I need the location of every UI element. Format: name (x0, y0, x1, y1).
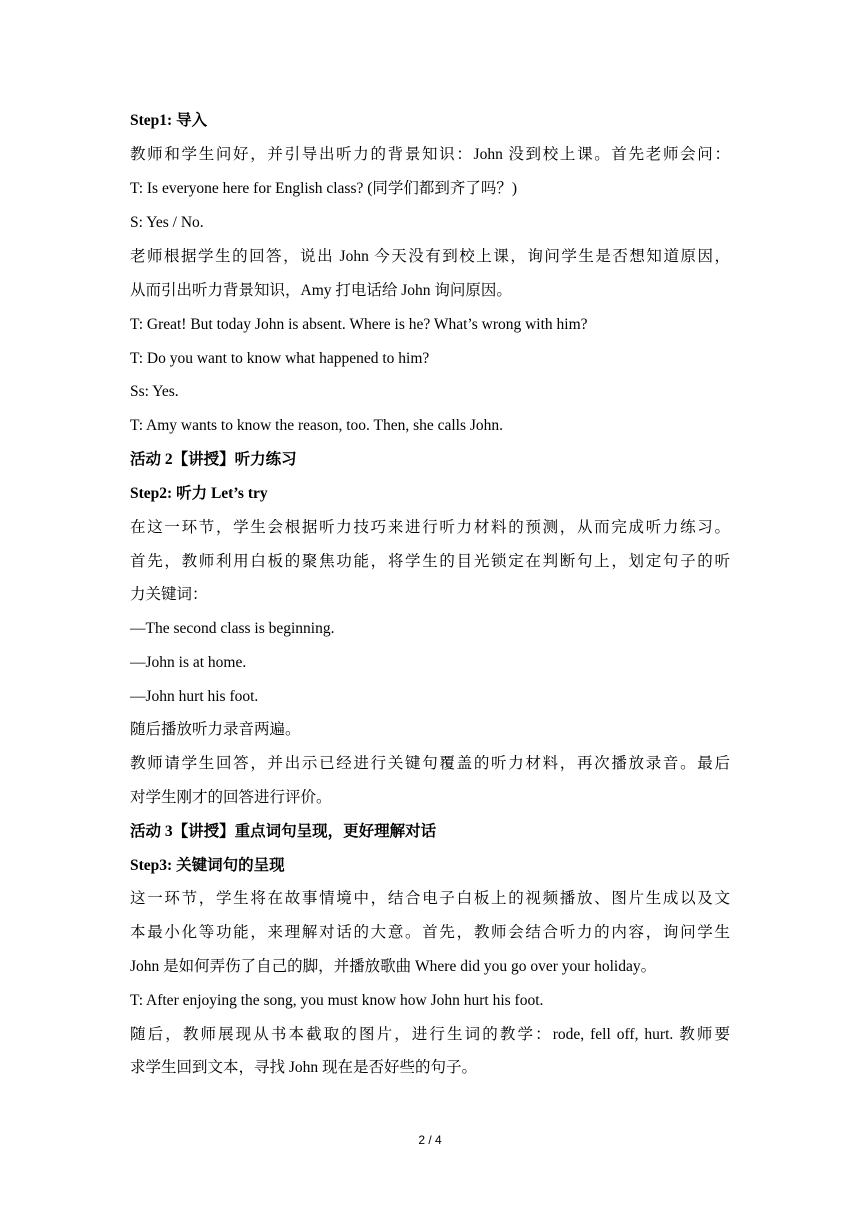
dialogue-line: T: Amy wants to know the reason, too. Then, she calls John. (130, 417, 504, 434)
statement-item: —John is at home. (130, 654, 247, 671)
activity-2-heading: 活动 2【讲授】听力练习 (130, 451, 297, 468)
dialogue-line: T: Is everyone here for English class? (同学们都到齐了吗？) (130, 180, 518, 197)
statement-item: —The second class is beginning. (130, 620, 335, 637)
paragraph-line: 从而引出听力背景知识，Amy 打电话给 John 询问原因。 (130, 282, 512, 299)
step2-heading: Step2: 听力 Let’s try (130, 485, 268, 502)
step3-heading: Step3: 关键词句的呈现 (130, 857, 285, 874)
paragraph-line: 力关键词： (130, 586, 208, 603)
paragraph-line: 求学生回到文本，寻找 John 现在是否好些的句子。 (130, 1059, 478, 1076)
paragraph-line: 本最小化等功能，来理解对话的大意。首先，教师会结合听力的内容，询问学生 (130, 924, 730, 941)
paragraph-line: 老师根据学生的回答，说出 John 今天没有到校上课，询问学生是否想知道原因， (130, 248, 730, 265)
paragraph-line: 教师请学生回答，并出示已经进行关键句覆盖的听力材料，再次播放录音。最后 (130, 755, 730, 772)
statement-item: —John hurt his foot. (130, 688, 259, 705)
paragraph-line: John 是如何弄伤了自己的脚，并播放歌曲 Where did you go over your holiday。 (130, 958, 657, 975)
dialogue-line: T: Do you want to know what happened to him? (130, 350, 430, 367)
dialogue-line: T: Great! But today John is absent. Where is he? What’s wrong with him? (130, 316, 588, 333)
activity-3-heading: 活动 3【讲授】重点词句呈现，更好理解对话 (130, 823, 437, 840)
dialogue-line: T: After enjoying the song, you must know how John hurt his foot. (130, 992, 544, 1009)
step1-heading: Step1: 导入 (130, 112, 208, 129)
paragraph-line: 教师和学生问好，并引导出听力的背景知识：John 没到校上课。首先老师会问： (130, 146, 730, 163)
paragraph-line: 这一环节，学生将在故事情境中，结合电子白板上的视频播放、图片生成以及文 (130, 890, 730, 907)
paragraph-line: 随后，教师展现从书本截取的图片，进行生词的教学：rode, fell off, hurt. 教师要 (130, 1026, 730, 1043)
page-number: 2 / 4 (418, 1133, 442, 1147)
paragraph-line: 在这一环节，学生会根据听力技巧来进行听力材料的预测，从而完成听力练习。 (130, 519, 730, 536)
dialogue-line: S: Yes / No. (130, 214, 204, 231)
paragraph-line: 随后播放听力录音两遍。 (130, 721, 301, 738)
dialogue-line: Ss: Yes. (130, 383, 179, 400)
paragraph-line: 首先，教师利用白板的聚焦功能，将学生的目光锁定在判断句上，划定句子的听 (130, 553, 730, 570)
paragraph-line: 对学生刚才的回答进行评价。 (130, 789, 332, 806)
